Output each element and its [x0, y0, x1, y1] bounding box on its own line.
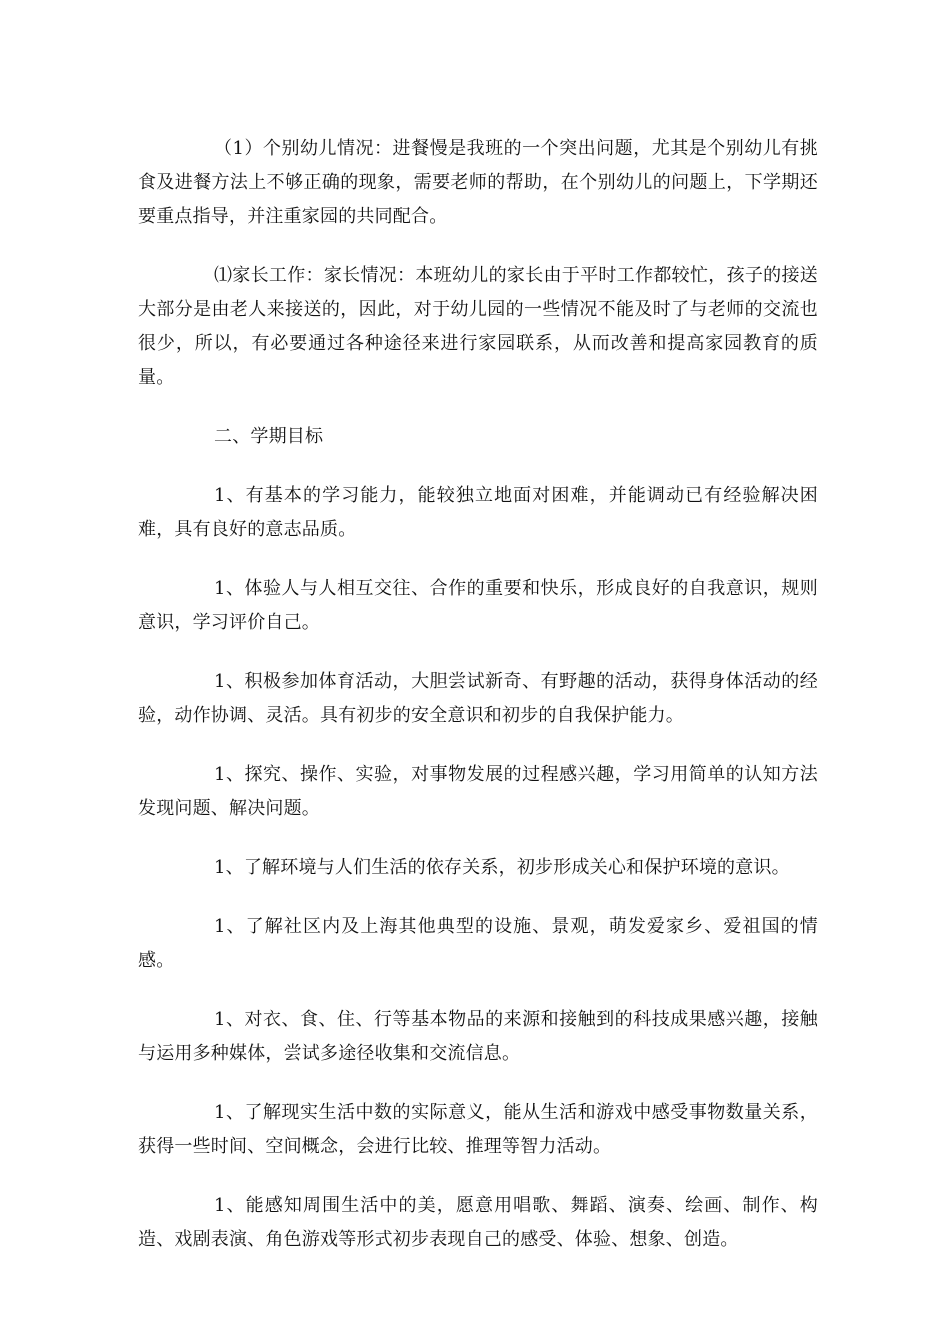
document-body: [138, 132, 818, 1282]
goal-item-environment: 1、了解环境与人们生活的依存关系，初步形成关心和保护环境的意识。: [214, 857, 790, 878]
goal-item-numbers: 1、了解现实生活中数的实际意义，能从生活和游戏中感受事物数量关系，获得一些时间、空间概念，会进行比较、推理等智力活动。: [138, 1102, 818, 1157]
goal-item-daily-necessities: 1、对衣、食、住、行等基本物品的来源和接触到的科技成果感兴趣，接触与运用多种媒体，尝试多途径收集和交流信息。: [138, 1009, 818, 1064]
paragraph-individual-children: （1）个别幼儿情况：进餐慢是我班的一个突出问题，尤其是个别幼儿有挑食及进餐方法上不够正确的现象，需要老师的帮助，在个别幼儿的问题上，下学期还要重点指导，并注重家园的共同配合。: [138, 138, 818, 227]
goal-item-community: 1、了解社区内及上海其他典型的设施、景观，萌发爱家乡、爱祖国的情感。: [138, 916, 818, 971]
goal-item-learning-ability: 1、有基本的学习能力，能较独立地面对困难，并能调动已有经验解决困难，具有良好的意志品质。: [138, 485, 818, 540]
section-heading-semester-goals: 二、学期目标: [214, 426, 324, 447]
goal-item-physical-activity: 1、积极参加体育活动，大胆尝试新奇、有野趣的活动，获得身体活动的经验，动作协调、灵活。具有初步的安全意识和初步的自我保护能力。: [138, 671, 818, 726]
goal-item-aesthetics: 1、能感知周围生活中的美，愿意用唱歌、舞蹈、演奏、绘画、制作、构造、戏剧表演、角色游戏等形式初步表现自己的感受、体验、想象、创造。: [138, 1195, 818, 1250]
goal-item-exploration: 1、探究、操作、实验，对事物发展的过程感兴趣，学习用简单的认知方法发现问题、解决问题。: [138, 764, 818, 819]
paragraph-parent-work: ⑴家长工作：家长情况：本班幼儿的家长由于平时工作都较忙，孩子的接送大部分是由老人来接送的，因此，对于幼儿园的一些情况不能及时了与老师的交流也很少，所以，有必要通过各种途径来进行家园联系，从而改善和提高家园教育的质量。: [138, 265, 818, 388]
goal-item-social-interaction: 1、体验人与人相互交往、合作的重要和快乐，形成良好的自我意识，规则意识，学习评价自己。: [138, 578, 818, 633]
